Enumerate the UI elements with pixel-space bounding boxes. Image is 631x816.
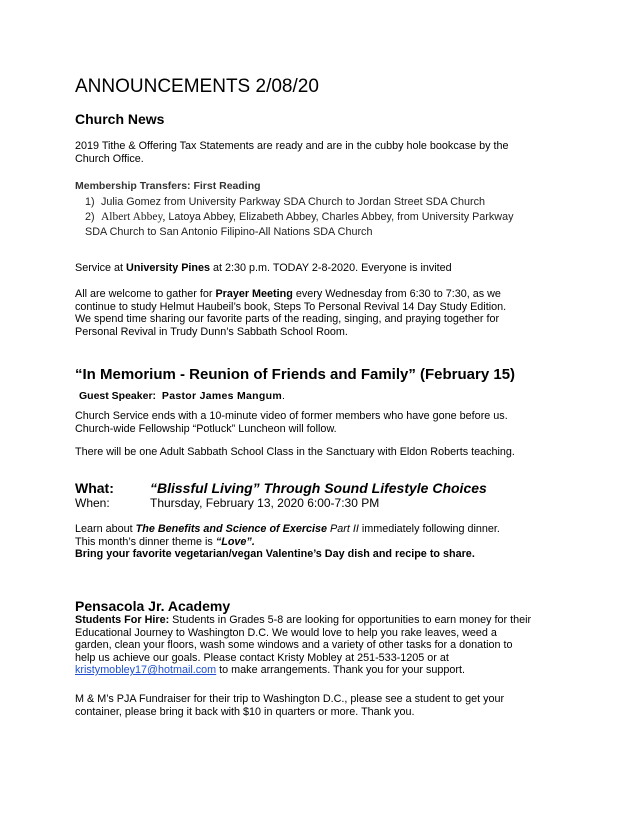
list-item-continuation: SDA Church to San Antonio Filipino-All Nations SDA Church — [85, 226, 373, 238]
learn-topic: The Benefits and Science of Exercise — [135, 523, 328, 535]
event-what-line — [75, 480, 595, 497]
memorium-service-paragraph — [75, 410, 555, 435]
memorium-line-2: Church-wide Fellowship “Potluck” Luncheon will follow. — [75, 422, 337, 435]
prayer-meeting-paragraph — [75, 288, 555, 338]
students-for-hire-paragraph — [75, 614, 575, 677]
learn-part: Part II — [327, 523, 359, 535]
prayer-line-1 — [75, 288, 555, 301]
hire-line-5 — [75, 664, 575, 677]
hire-line-3: garden, clean your floors, wash some windows and a variety of other tasks for a donation to — [75, 639, 513, 651]
learn-text: immediately following dinner. — [358, 523, 500, 535]
prayer-line-3: We spend time sharing our favorite parts of the reading, singing, and praying together for — [75, 313, 500, 325]
church-news-heading: Church News — [75, 111, 165, 127]
hire-text: Students in Grades 5-8 are looking for opportunities to earn money for their — [169, 614, 532, 626]
guest-speaker-line — [79, 390, 559, 403]
list-item — [85, 211, 565, 224]
memorium-line-1: Church Service ends with a 10-minute video of former members who have gone before us. — [75, 410, 508, 422]
event-when-line — [75, 496, 555, 510]
bring-dish-line: Bring your favorite vegetarian/vegan Valentine’s Day dish and recipe to share. — [75, 548, 475, 560]
prayer-line-4: Personal Revival in Trudy Dunn’s Sabbath School Room. — [75, 325, 348, 338]
page-title: ANNOUNCEMENTS 2/08/20 — [75, 76, 319, 97]
prayer-text: every Wednesday from 6:30 to 7:30, as we — [292, 288, 501, 300]
sabbath-class-line: There will be one Adult Sabbath School Class in the Sanctuary with Eldon Roberts teaching. — [75, 446, 515, 458]
event-details-paragraph — [75, 523, 575, 561]
hire-line-4: help us achieve our goals. Please contact Kristy Mobley at 251-533-1205 or at — [75, 651, 449, 664]
guest-speaker-name: Pastor James Mangum — [161, 390, 282, 402]
prayer-text: All are welcome to gather for — [75, 288, 216, 300]
event-date: Thursday, February 13, 2020 6:00-7:30 PM — [150, 496, 380, 510]
list-number: 1) — [85, 196, 95, 208]
tithe-paragraph — [75, 140, 555, 165]
students-for-hire-label: Students For Hire: — [75, 614, 170, 626]
list-number: 2) — [85, 211, 95, 223]
prayer-meeting-label: Prayer Meeting — [215, 288, 293, 300]
service-text: at 2:30 p.m. TODAY 2-8-2020. Everyone is invited — [210, 262, 452, 274]
theme-text: This month’s dinner theme is — [75, 535, 216, 548]
hire-line-1 — [75, 614, 575, 627]
learn-line — [75, 523, 575, 536]
tithe-line-1: 2019 Tithe & Offering Tax Statements are ready and are in the cubby hole bookcase by the — [75, 140, 509, 152]
memorium-heading: “In Memorium - Reunion of Friends and Family” (February 15) — [75, 366, 516, 383]
fundraiser-line-2: container, please bring it back with $10 in quarters or more. Thank you. — [75, 705, 415, 718]
fundraiser-paragraph — [75, 693, 575, 718]
academy-heading: Pensacola Jr. Academy — [75, 598, 231, 614]
list-item-text: Latoya Abbey, Elizabeth Abbey, Charles Abbey, from University Parkway — [168, 211, 514, 223]
theme-value: “Love”. — [215, 535, 255, 548]
prayer-line-2: continue to study Helmut Haubeil’s book, Steps To Personal Revival 14 Day Study Edition. — [75, 300, 507, 313]
what-label: What: — [75, 480, 114, 496]
hire-line-2: Educational Journey to Washington D.C. We would love to help you rake leaves, weed a — [75, 626, 497, 639]
when-label: When: — [75, 496, 110, 510]
service-text: Service at — [75, 262, 127, 274]
hire-text: to make arrangements. Thank you for your support. — [216, 664, 466, 676]
membership-transfers-label: Membership Transfers: First Reading — [75, 180, 261, 192]
service-location: University Pines — [126, 262, 211, 274]
theme-line — [75, 536, 575, 549]
guest-speaker-dot: . — [281, 390, 285, 402]
list-item — [85, 196, 565, 209]
service-paragraph — [75, 262, 555, 275]
learn-text: Learn about — [75, 523, 136, 535]
fundraiser-line-1: M & M’s PJA Fundraiser for their trip to Washington D.C., please see a student to get your — [75, 693, 505, 705]
list-item-text: Julia Gomez from University Parkway SDA Church to Jordan Street SDA Church — [101, 196, 486, 208]
email-link[interactable]: kristymobley17@hotmail.com — [75, 664, 217, 676]
event-title: “Blissful Living” Through Sound Lifestyle Choices — [150, 480, 487, 496]
list-item-name: Albert Abbey, — [101, 211, 166, 223]
tithe-line-2: Church Office. — [75, 152, 144, 165]
guest-speaker-label: Guest Speaker: — [79, 390, 157, 402]
membership-list — [75, 196, 565, 239]
